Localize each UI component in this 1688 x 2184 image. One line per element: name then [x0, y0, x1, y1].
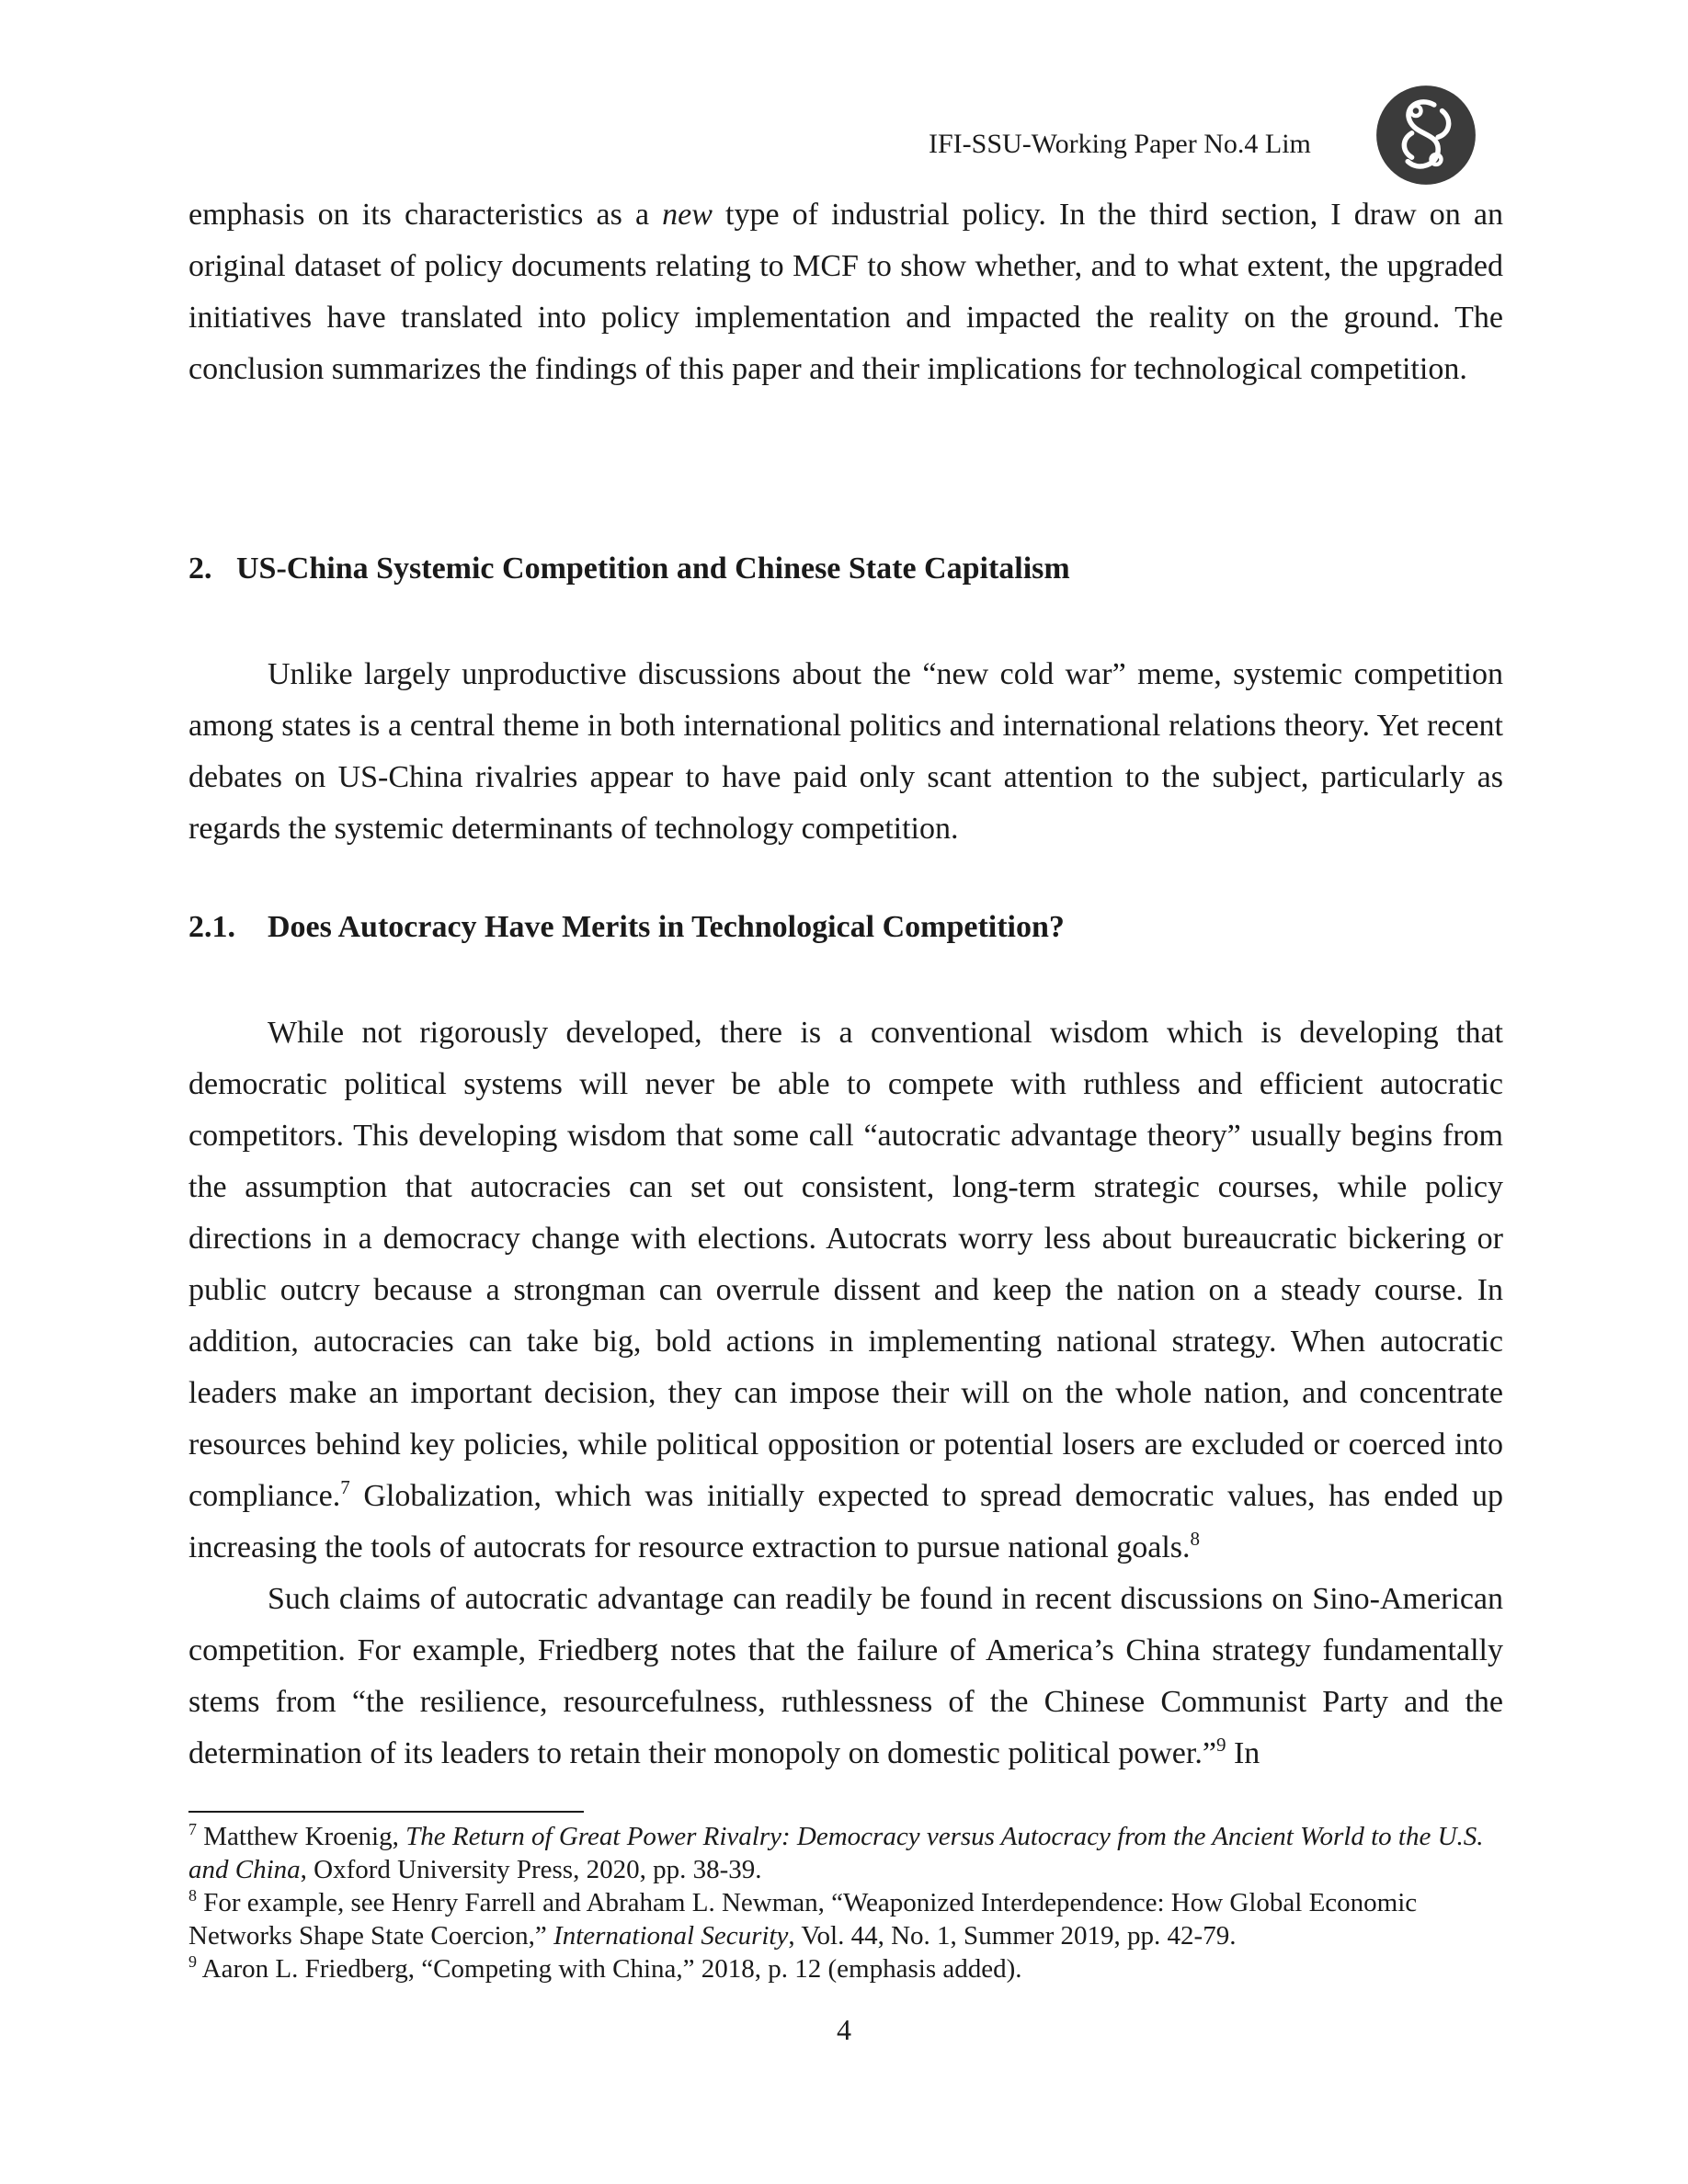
footnote-7: $^7$ Matthew Kroenig, The Return of Great Power Rivalry: Democracy versus Autocracy from the Ancient World to the U.S. and China, Oxford University Press, 2020, pp. 38-39. [188, 1820, 1484, 1884]
intro-paragraph: emphasis on its characteristics as a new type of industrial policy. In the third section, I draw on an original dataset of policy documents relating to MCF to show whether, and to what extent, the upgraded initiatives have translated into policy implementation and impacted the reality on the ground. The conclusion summarizes the findings of this paper and their implications for technological competition. [188, 198, 1503, 386]
section-2-1-number: 2.1. [188, 910, 235, 944]
footnote-ref-8[interactable]: 8 [1190, 1528, 1201, 1550]
section-2-title: US-China Systemic Competition and Chinese State Capitalism [236, 552, 1070, 586]
section-2-1-title: Does Autocracy Have Merits in Technological Competition? [268, 910, 1065, 944]
footnote-8: $^8$ For example, see Henry Farrell and Abraham L. Newman, “Weaponized Interdependence: How Global Economic Networks Shape State Coercion,” International Security, Vol. 44, No. 1, Summer 2019, pp. 42-79. [188, 1886, 1418, 1951]
running-header: IFI-SSU-Working Paper No.4 Lim [929, 129, 1311, 159]
footnote-9: $^9$ Aaron L. Friedberg, “Competing with China,” 2018, p. 12 (emphasis added). [188, 1952, 1022, 1984]
section-2-number: 2. [188, 552, 212, 586]
paragraph-autocratic-advantage: While not rigorously developed, there is a conventional wisdom which is developing that democratic political systems will never be able to compete with ruthless and efficient autocratic competitors. This developing wisdom that some call “autocratic advantage theory” usually begins from the assumption that autocracies can set out consistent, long-term strategic courses, while policy directions in a democracy change with elections. Autocrats worry less about bureaucratic bickering or public outcry because a strongman can overrule dissent and keep the nation on a steady course. In addition, autocracies can take big, bold actions in implementing national strategy. When autocratic leaders make an important decision, they can impose their will on the whole nation, and concentrate resources behind key policies, while political opposition or potential losers are excluded or coerced into compliance.$^7$ Globalization, which was initially expected to spread democratic values, has ended up increasing the tools of autocrats for resource extraction to pursue national goals.$^8$ [188, 1016, 1503, 1564]
footnote-ref-7[interactable]: 7 [340, 1476, 350, 1498]
paragraph-sino-american: Such claims of autocratic advantage can readily be found in recent discussions on Sino-American competition. For example, Friedberg notes that the failure of America’s China strategy fundamentally stems from “the resilience, resourcefulness, ruthlessness of the Chinese Communist Party and the determination of its leaders to retain their monopoly on domestic political power.”$^9$ In [188, 1582, 1503, 1770]
section-2-heading [188, 552, 1070, 586]
footnotes [188, 1820, 1503, 1985]
page-number: 4 [837, 2013, 851, 2046]
section-2-1-heading [188, 910, 1065, 945]
footnote-ref-9[interactable]: 9 [1215, 1734, 1226, 1756]
section-2-1-body [188, 1007, 1503, 1780]
section-2-paragraph: Unlike largely unproductive discussions about the “new cold war” meme, systemic competition among states is a central theme in both international politics and international relations theory. Yet recent debates on US-China rivalries appear to have paid only scant attention to the subject, particularly as regards the systemic determinants of technology competition. [188, 657, 1503, 846]
ifi-ssu-logo-icon [1375, 85, 1477, 186]
footnote-separator [188, 1811, 584, 1813]
